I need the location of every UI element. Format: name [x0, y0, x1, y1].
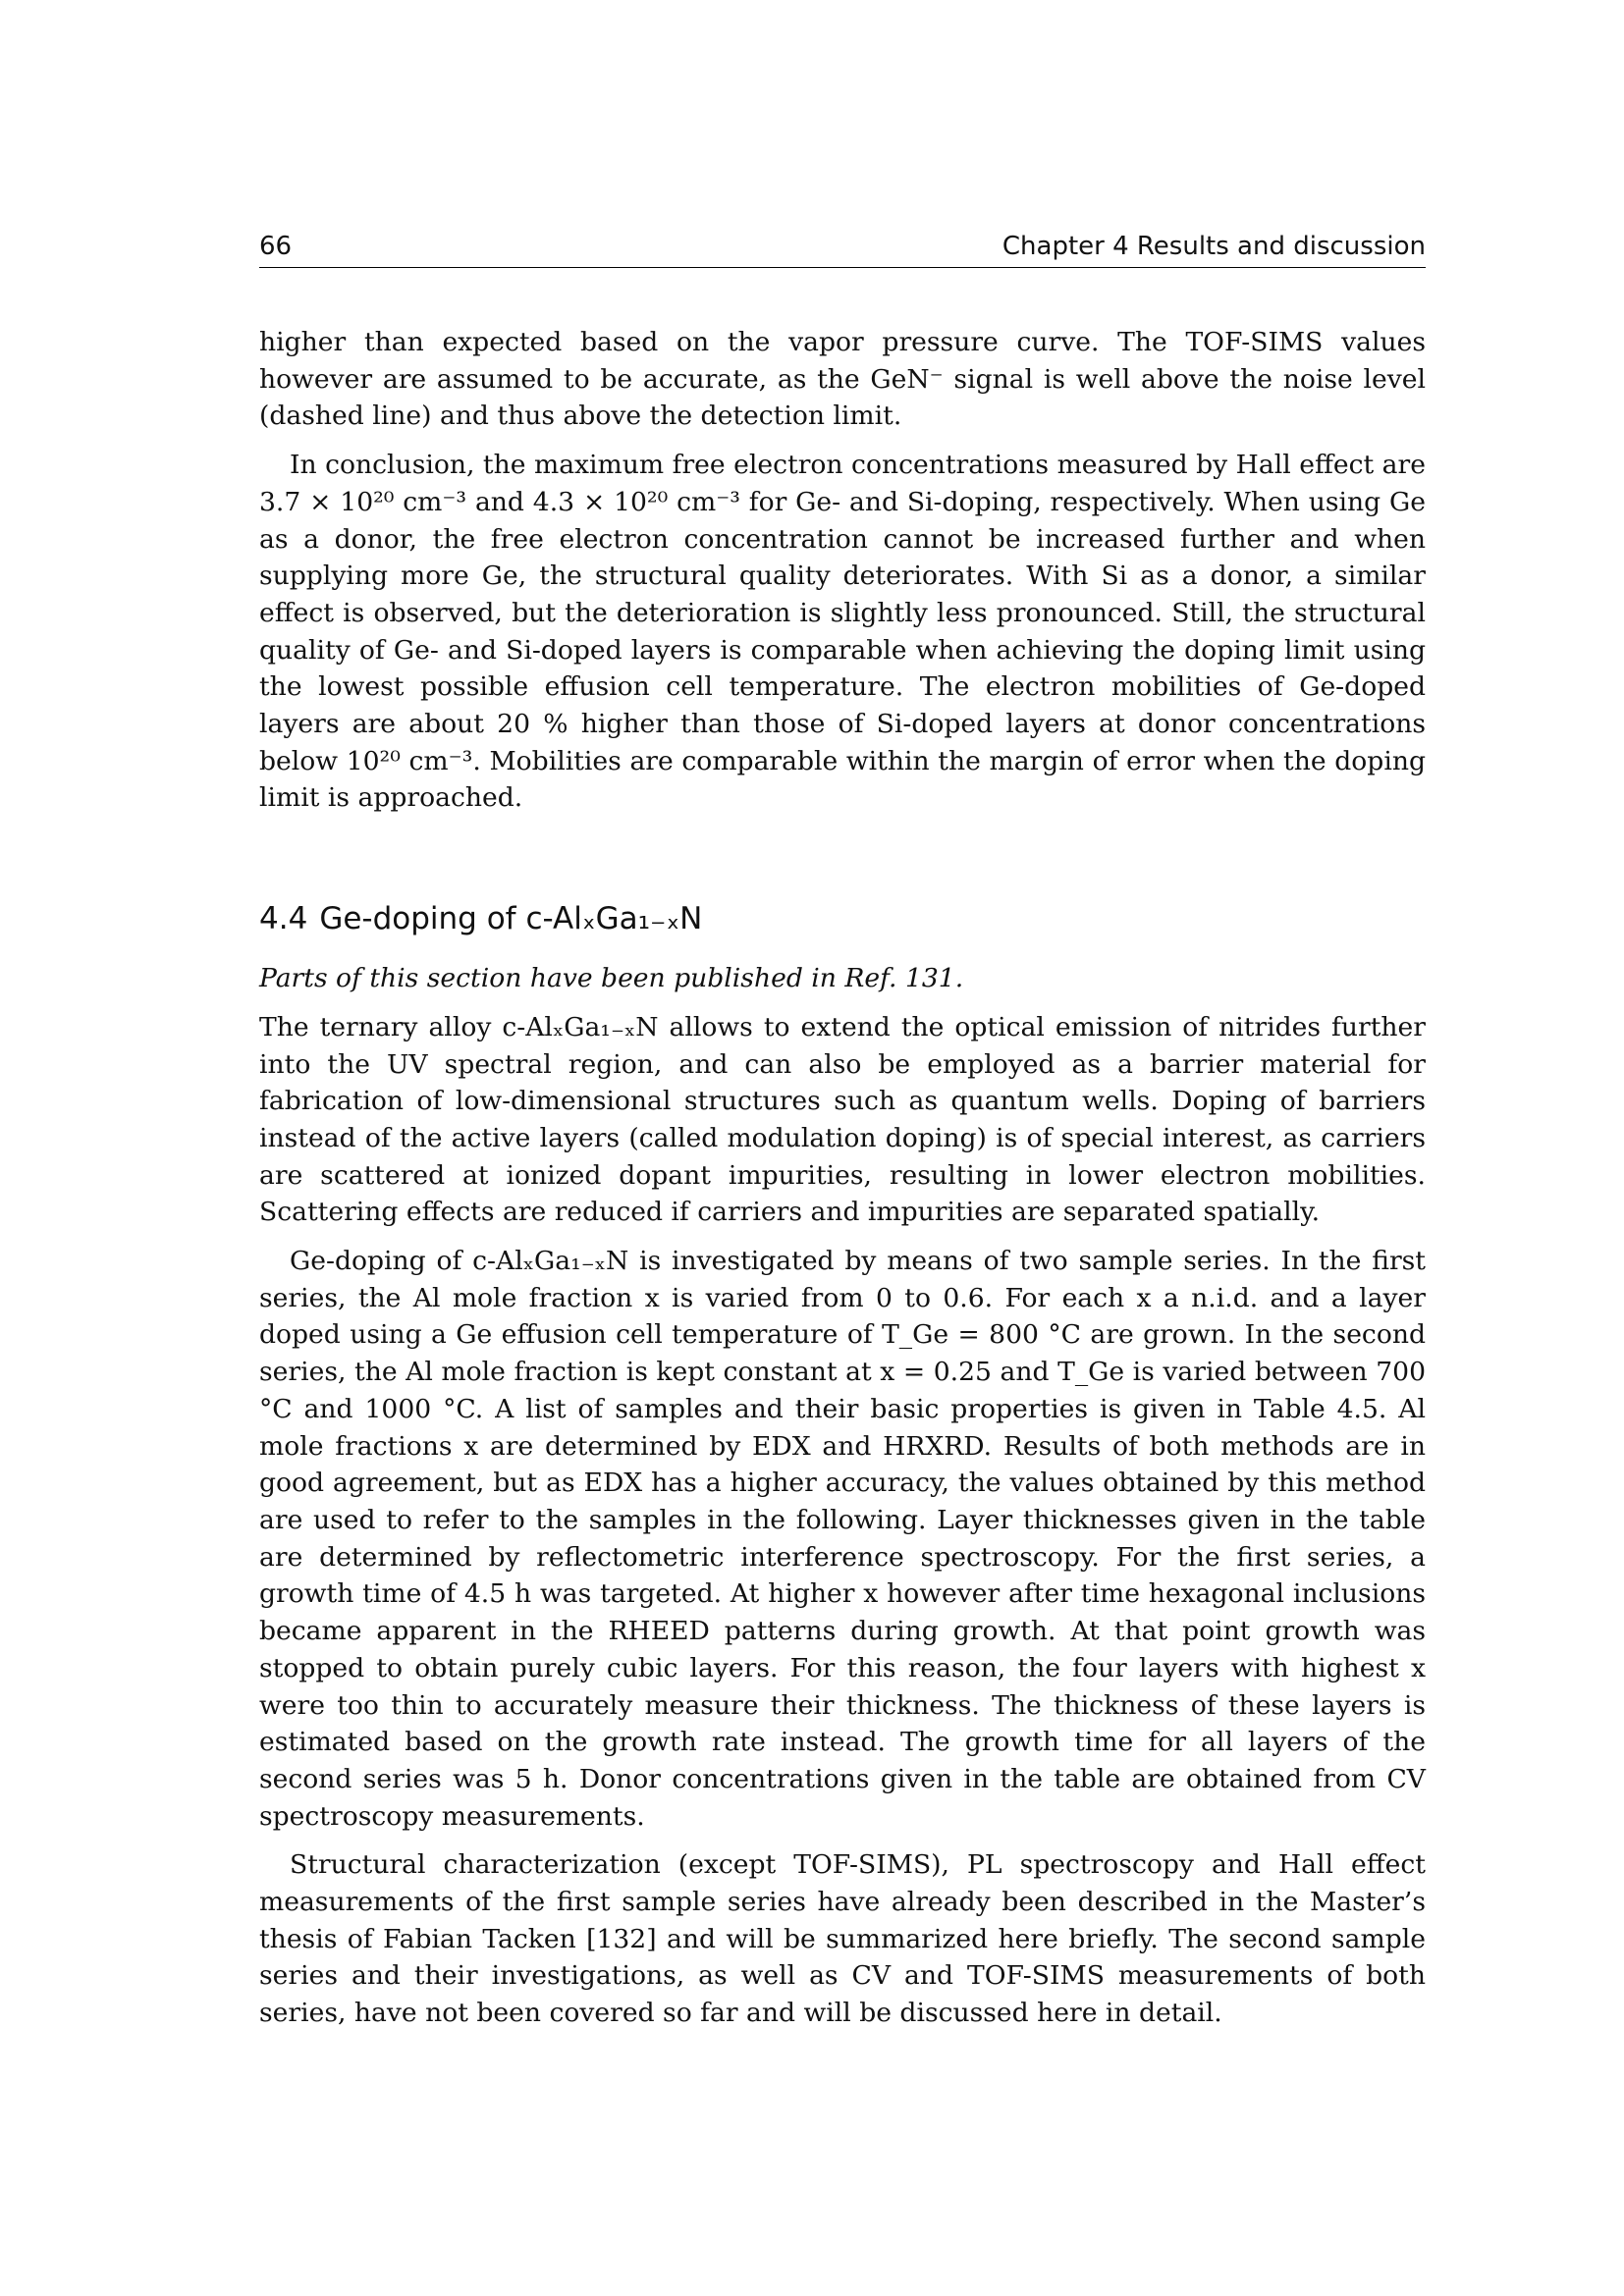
chapter-title: Chapter 4 Results and discussion [1001, 232, 1426, 261]
section-heading [259, 899, 1426, 938]
section-title: Ge-doping of c-AlₓGa₁₋ₓN [319, 901, 703, 937]
body-text [259, 324, 1426, 2044]
paragraph-3: The ternary alloy c-AlₓGa₁₋ₓN allows to extend the optical emission of nitrides further into the UV spectral region, and can also be employed as a barrier material for fabrication of low-dimensional structures such as quantum wells. Doping of barriers instead of the active layers (called modulation doping) is of special interest, as carriers are scattered at ionized dopant impurities, resulting in lower electron mobilities. Scattering effects are reduced if carriers and impurities are separated spatially. [259, 1011, 1426, 1228]
page-number: 66 [259, 232, 293, 261]
running-header [259, 232, 1426, 268]
paragraph-5: Structural characterization (except TOF-SIMS), PL spectroscopy and Hall effect measurements of the first sample series have already been described in the Master’s thesis of Fabian Tacken [132] and will be summarized here briefly. The second sample series and their investigations, as well as CV and TOF-SIMS measurements of both series, have not been covered so far and will be discussed here in detail. [259, 1849, 1426, 2029]
paragraph-2: In conclusion, the maximum free electron concentrations measured by Hall effect are 3.7 × 10²⁰ cm⁻³ and 4.3 × 10²⁰ cm⁻³ for Ge- and Si-doping, respectively. When using Ge as a donor, the free electron concentration cannot be increased further and when supplying more Ge, the structural quality deteriorates. With Si as a donor, a similar effect is observed, but the deterioration is slightly less pronounced. Still, the structural quality of Ge- and Si-doped layers is comparable when achieving the doping limit using the lowest possible effusion cell temperature. The electron mobilities of Ge-doped layers are about 20 % higher than those of Si-doped layers at donor concentrations below 10²⁰ cm⁻³. Mobilities are comparable within the margin of error when the doping limit is approached. [259, 450, 1426, 814]
paragraph-4: Ge-doping of c-AlₓGa₁₋ₓN is investigated by means of two sample series. In the first series, the Al mole fraction x is varied from 0 to 0.6. For each x a n.i.d. and a layer doped using a Ge effusion cell temperature of T_Ge = 800 °C are grown. In the second series, the Al mole fraction is kept constant at x = 0.25 and T_Ge is varied between 700 °C and 1000 °C. A list of samples and their basic properties is given in Table 4.5. Al mole fractions x are determined by EDX and HRXRD. Results of both methods are in good agreement, but as EDX has a higher accuracy, the values obtained by this method are used to refer to the samples in the following. Layer thicknesses given in the table are determined by reflectometric interference spectroscopy. For the first series, a growth time of 4.5 h was targeted. At higher x however after time hexagonal inclusions became apparent in the RHEED patterns during growth. At that point growth was stopped to obtain purely cubic layers. For this reason, the four layers with highest x were too thin to accurately measure their thickness. The thickness of these layers is estimated based on the growth rate instead. The growth time for all layers of the second series was 5 h. Donor concentrations given in the table are obtained from CV spectroscopy measurements. [259, 1246, 1426, 1832]
section-number: 4.4 [259, 901, 308, 937]
publication-note: Parts of this section have been published in Ref. 131. [259, 963, 964, 994]
paragraph-1: higher than expected based on the vapor pressure curve. The TOF-SIMS values however are assumed to be accurate, as the GeN⁻ signal is well above the noise level (dashed line) and thus above the detection limit. [259, 327, 1426, 432]
